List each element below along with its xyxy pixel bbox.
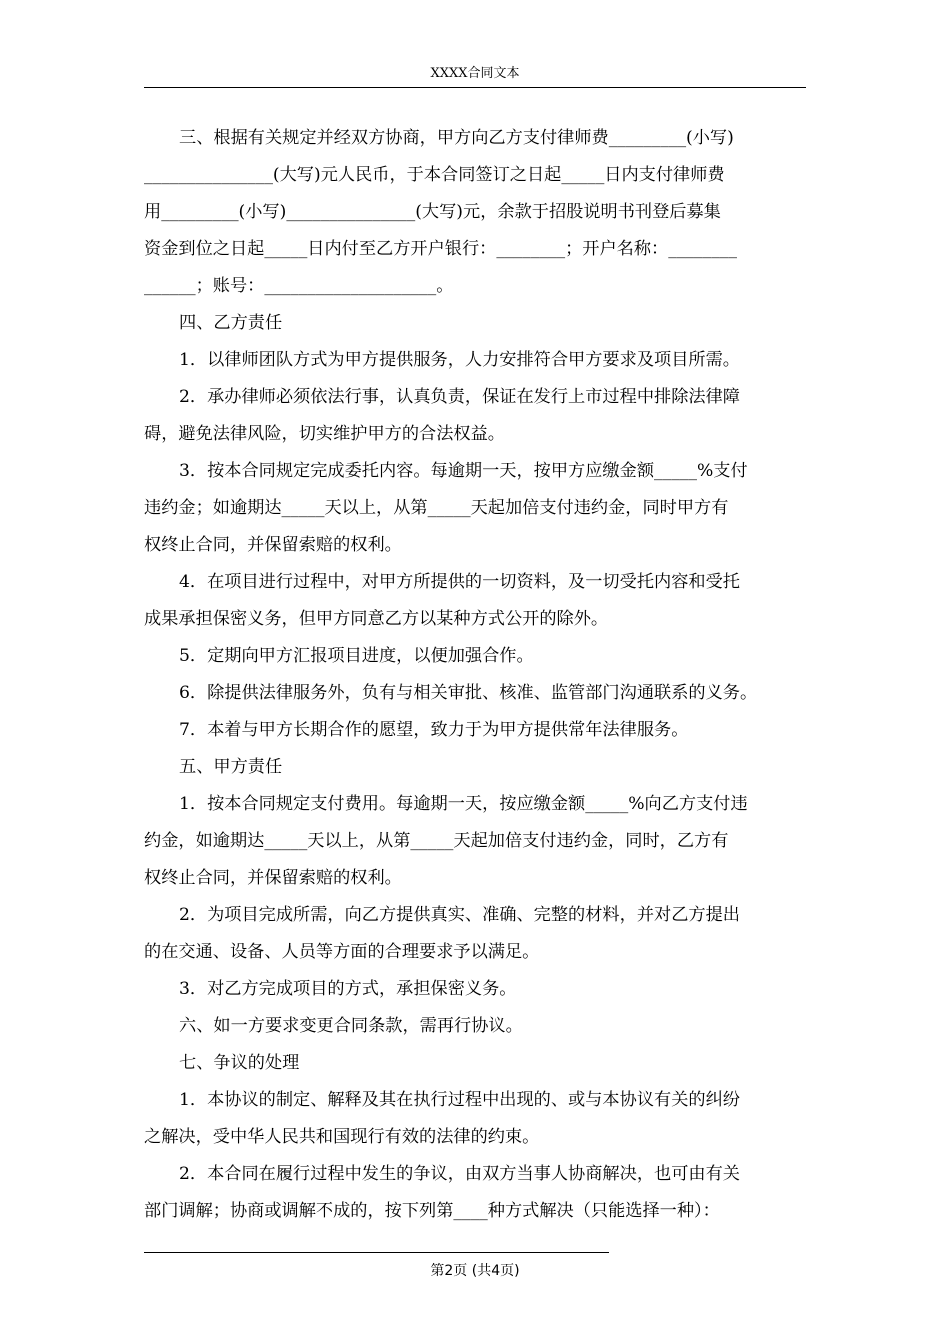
footer-divider [144, 1252, 609, 1253]
text-line: 七、争议的处理 [179, 1053, 300, 1073]
text-line: 六、如一方要求变更合同条款，需再行协议。 [179, 1016, 523, 1036]
text-line: 三、根据有关规定并经双方协商，甲方向乙方支付律师费_________(小写) [179, 128, 734, 148]
text-line: _______________(大写)元人民币，于本合同签订之日起_____日内支付律师费 [144, 165, 725, 185]
text-line: 4．在项目进行过程中，对甲方所提供的一切资料，及一切受托内容和受托 [179, 572, 740, 592]
text-line: 用_________(小写)_______________(大写)元，余款于招股说明书刊登后募集 [144, 202, 721, 222]
document-body [144, 120, 806, 1230]
text-line: ______；账号：____________________。 [144, 276, 454, 296]
text-line: 6．除提供法律服务外，负有与相关审批、核准、监管部门沟通联系的义务。 [179, 683, 758, 703]
text-line: 2．为项目完成所需，向乙方提供真实、准确、完整的材料，并对乙方提出 [179, 905, 740, 925]
text-line: 3．按本合同规定完成委托内容。每逾期一天，按甲方应缴金额_____%支付 [179, 461, 748, 481]
text-line: 1．以律师团队方式为甲方提供服务，人力安排符合甲方要求及项目所需。 [179, 350, 740, 370]
text-line: 成果承担保密义务，但甲方同意乙方以某种方式公开的除外。 [144, 609, 609, 629]
page-header-title: XXXX合同文本 [430, 66, 520, 81]
text-line: 约金，如逾期达_____天以上，从第_____天起加倍支付违约金，同时，乙方有 [144, 831, 729, 851]
text-line: 五、甲方责任 [179, 757, 283, 777]
text-line: 权终止合同，并保留索赔的权利。 [144, 868, 402, 888]
text-line: 权终止合同，并保留索赔的权利。 [144, 535, 402, 555]
text-line: 之解决，受中华人民共和国现行有效的法律的约束。 [144, 1127, 540, 1147]
text-line: 四、乙方责任 [179, 313, 283, 333]
page-number: 第2页 (共4页) [430, 1263, 520, 1279]
text-line: 碍，避免法律风险，切实维护甲方的合法权益。 [144, 424, 505, 444]
text-line: 5．定期向甲方汇报项目进度，以便加强合作。 [179, 646, 534, 666]
text-line: 违约金；如逾期达_____天以上，从第_____天起加倍支付违约金，同时甲方有 [144, 498, 729, 518]
text-line: 3．对乙方完成项目的方式，承担保密义务。 [179, 979, 517, 999]
header-divider [144, 87, 806, 88]
text-line: 的在交通、设备、人员等方面的合理要求予以满足。 [144, 942, 540, 962]
text-line: 1．按本合同规定支付费用。每逾期一天，按应缴金额_____%向乙方支付违 [179, 794, 748, 814]
text-line: 部门调解；协商或调解不成的，按下列第____种方式解决（只能选择一种）： [144, 1201, 720, 1221]
text-line: 资金到位之日起_____日内付至乙方开户银行：________；开户名称：________ [144, 239, 737, 259]
text-line: 2．本合同在履行过程中发生的争议，由双方当事人协商解决，也可由有关 [179, 1164, 740, 1184]
text-line: 1．本协议的制定、解释及其在执行过程中出现的、或与本协议有关的纠纷 [179, 1090, 740, 1110]
text-line: 7．本着与甲方长期合作的愿望，致力于为甲方提供常年法律服务。 [179, 720, 689, 740]
text-line: 2．承办律师必须依法行事，认真负责，保证在发行上市过程中排除法律障 [179, 387, 740, 407]
